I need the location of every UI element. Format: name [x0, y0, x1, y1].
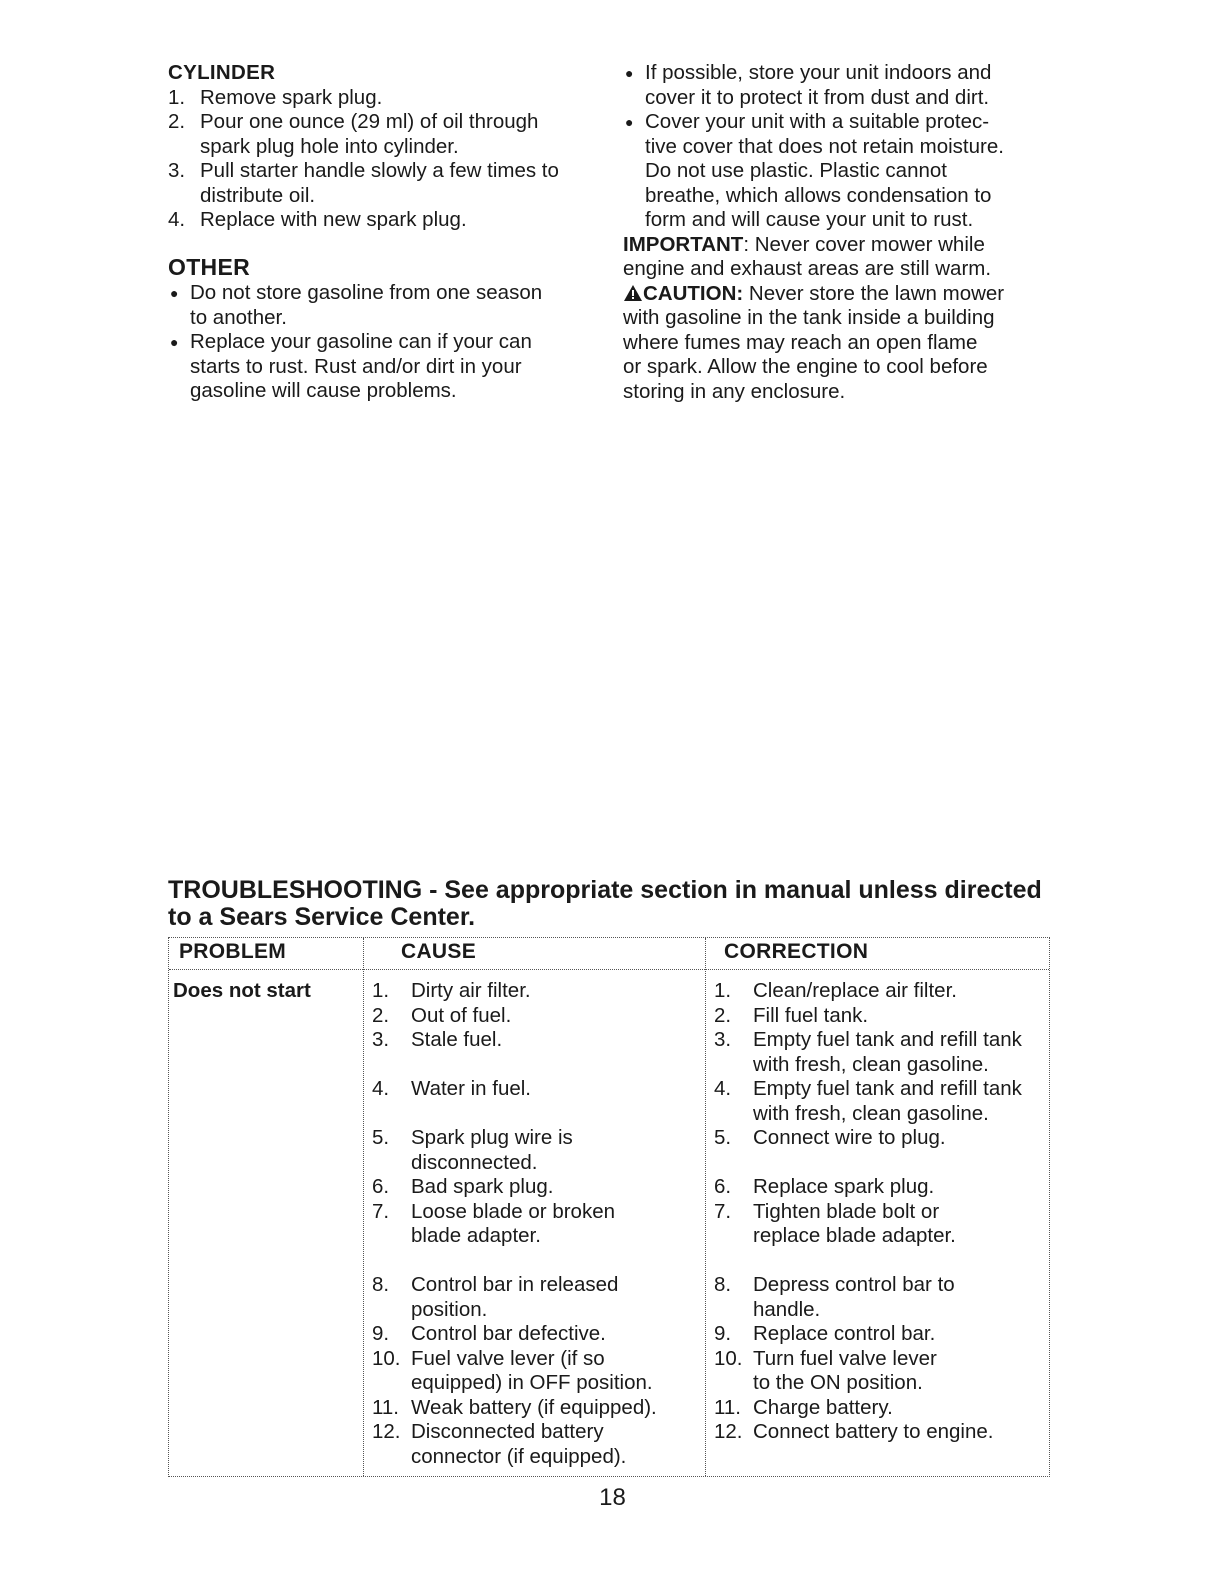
list-item: [168, 86, 598, 111]
item-text-line: Tighten blade bolt or: [753, 1199, 940, 1223]
item-text: [411, 979, 531, 1004]
item-text: [200, 159, 559, 208]
item-number: 3.: [168, 159, 186, 182]
item-text-line: equipped) in OFF position.: [411, 1371, 653, 1394]
table-row: [714, 1396, 1049, 1421]
important-note: [623, 233, 1063, 282]
bullet-text-line: tive cover that does not retain moisture.: [645, 134, 1004, 158]
item-text-line: Control bar defective.: [411, 1322, 606, 1345]
item-text-line: disconnected.: [411, 1150, 538, 1174]
item-text-line: replace blade adapter.: [753, 1224, 956, 1247]
troubleshooting-heading-line-2: to a Sears Service Center.: [168, 903, 476, 931]
item-number: 4.: [168, 208, 186, 231]
table-row: [714, 1077, 1049, 1126]
storage-bullets-list: [623, 61, 1063, 233]
item-text-line: distribute oil.: [200, 183, 316, 207]
item-number: 3.: [714, 1028, 732, 1051]
item-number: 4.: [714, 1077, 732, 1100]
bullet-text-line: form and will cause your unit to rust.: [645, 208, 974, 231]
item-text: [411, 1273, 618, 1322]
table-row: [714, 1420, 1049, 1445]
item-text: [411, 1077, 531, 1102]
item-text: [411, 1200, 615, 1249]
other-bullets-list: [168, 281, 598, 404]
item-text: [200, 110, 538, 159]
troubleshooting-heading: [168, 877, 1068, 931]
bullet-text: [190, 281, 542, 330]
caution-label: CAUTION:: [643, 281, 744, 305]
table-row: [372, 1420, 702, 1469]
item-number: 12.: [714, 1420, 743, 1443]
row-gap: [372, 1249, 702, 1274]
bullet-text-line: Replace your gasoline can if your can: [190, 330, 532, 353]
item-text-line: Stale fuel.: [411, 1028, 503, 1051]
bullet-text-line: Do not use plastic. Plastic cannot: [645, 159, 947, 182]
bullet-text-line: Cover your unit with a suitable protec-: [645, 110, 990, 133]
bullet-text-line: If possible, store your unit indoors and: [645, 61, 992, 84]
caution-line-1: Never store the lawn mower: [743, 281, 1005, 305]
item-text: [411, 1004, 511, 1029]
item-text-line: Fill fuel tank.: [753, 1003, 869, 1027]
item-text-line: handle.: [753, 1297, 821, 1321]
item-text-line: Loose blade or broken: [411, 1199, 616, 1223]
item-text: [753, 1420, 993, 1445]
item-text-line: Out of fuel.: [411, 1003, 512, 1027]
bullet-text-line: Do not store gasoline from one season: [190, 281, 543, 304]
bullet-text: [190, 330, 532, 404]
item-text-line: Depress control bar to: [753, 1273, 955, 1296]
item-number: 1.: [168, 85, 186, 109]
item-number: 8.: [372, 1273, 390, 1296]
item-text: [200, 86, 382, 111]
table-row: [714, 1322, 1049, 1347]
left-column: [168, 61, 598, 404]
item-number: 2.: [372, 1003, 390, 1027]
item-text-line: Bad spark plug.: [411, 1175, 554, 1198]
table-row: [714, 1273, 1049, 1322]
bullet-icon: ●: [170, 334, 179, 350]
item-number: 3.: [372, 1028, 390, 1051]
item-text: [411, 1175, 553, 1200]
item-text-line: Fuel valve lever (if so: [411, 1346, 605, 1370]
item-number: 5.: [372, 1126, 390, 1149]
item-text-line: with fresh, clean gasoline.: [753, 1101, 989, 1125]
troubleshooting-heading-line-1: TROUBLESHOOTING - See appropriate section in manual unless directed: [168, 876, 1042, 904]
item-text-line: Empty fuel tank and refill tank: [753, 1077, 1022, 1100]
item-text: [753, 1175, 934, 1200]
important-label: IMPORTANT: [623, 232, 744, 256]
item-text-line: position.: [411, 1297, 488, 1321]
item-number: 8.: [714, 1273, 732, 1296]
table-row: [714, 1347, 1049, 1396]
table-row: [372, 1273, 702, 1322]
item-text-line: Pour one ounce (29 ml) of oil through: [200, 110, 539, 133]
bullet-icon: ●: [170, 285, 179, 301]
item-text: [411, 1347, 653, 1396]
item-number: 10.: [372, 1346, 401, 1370]
item-text-line: Weak battery (if equipped).: [411, 1395, 657, 1419]
warning-triangle-icon: [623, 284, 643, 302]
table-row: [714, 1126, 1049, 1151]
item-text: [753, 1077, 1022, 1126]
item-text-line: spark plug hole into cylinder.: [200, 134, 459, 158]
table-row: [372, 1028, 702, 1053]
caution-line-3: where fumes may reach an open flame: [623, 330, 978, 354]
bullet-item: [623, 110, 1063, 233]
caution-line-5: storing in any enclosure.: [623, 379, 846, 403]
item-text-line: Turn fuel valve lever: [753, 1346, 937, 1370]
item-number: 2.: [168, 110, 186, 133]
item-number: 6.: [372, 1175, 390, 1198]
bullet-text-line: to another.: [190, 305, 287, 329]
table-row: [714, 1028, 1049, 1077]
table-row: [372, 1396, 702, 1421]
item-text-line: Water in fuel.: [411, 1077, 532, 1100]
header-divider: [169, 969, 1049, 970]
bullet-text-line: cover it to protect it from dust and dirt.: [645, 85, 990, 109]
item-text-line: blade adapter.: [411, 1224, 541, 1247]
item-text-line: Replace with new spark plug.: [200, 208, 467, 231]
item-text-line: with fresh, clean gasoline.: [753, 1052, 989, 1076]
item-text: [753, 1200, 956, 1249]
table-row: [372, 1200, 702, 1249]
table-row: [714, 1004, 1049, 1029]
bullet-item: [623, 61, 1063, 110]
cylinder-heading: CYLINDER: [168, 61, 276, 84]
bullet-item: [168, 330, 598, 404]
column-divider: [363, 938, 364, 1476]
item-text-line: Spark plug wire is: [411, 1126, 573, 1149]
row-gap: [714, 1151, 1049, 1176]
important-line-2: engine and exhaust areas are still warm.: [623, 257, 992, 280]
item-text: [411, 1322, 606, 1347]
item-text: [753, 1273, 955, 1322]
item-text-line: Replace control bar.: [753, 1322, 936, 1345]
item-number: 7.: [372, 1199, 390, 1223]
table-row: [714, 979, 1049, 1004]
other-heading: OTHER: [168, 253, 250, 280]
item-number: 7.: [714, 1199, 732, 1223]
problem-header: PROBLEM: [179, 940, 287, 963]
item-text: [200, 208, 467, 233]
troubleshooting-table: [168, 937, 1050, 1477]
item-number: 9.: [714, 1322, 732, 1345]
item-text-line: Replace spark plug.: [753, 1175, 935, 1198]
row-gap: [372, 1053, 702, 1078]
table-row: [714, 1175, 1049, 1200]
caution-line-4: or spark. Allow the engine to cool before: [623, 355, 988, 378]
important-line-1: : Never cover mower while: [743, 232, 985, 256]
table-row: [372, 1004, 702, 1029]
page-number: 18: [599, 1484, 626, 1511]
problem-cell: Does not start: [173, 979, 311, 1002]
item-text: [753, 1322, 935, 1347]
item-text-line: to the ON position.: [753, 1371, 923, 1394]
item-text: [411, 1396, 657, 1421]
table-row: [372, 1347, 702, 1396]
item-text: [753, 1028, 1022, 1077]
item-text-line: Disconnected battery: [411, 1420, 604, 1443]
caution-note: [623, 282, 1063, 405]
item-text-line: Dirty air filter.: [411, 979, 531, 1002]
item-text: [753, 1004, 868, 1029]
row-gap: [714, 1249, 1049, 1274]
item-text: [411, 1126, 573, 1175]
item-number: 10.: [714, 1346, 743, 1370]
item-text: [411, 1420, 626, 1469]
item-text-line: Clean/replace air filter.: [753, 979, 957, 1002]
item-text: [753, 1347, 937, 1396]
item-text-line: connector (if equipped).: [411, 1444, 627, 1468]
item-text-line: Charge battery.: [753, 1395, 893, 1419]
bullet-icon: ●: [625, 65, 634, 81]
bullet-text: [645, 110, 1004, 233]
row-gap: [372, 1102, 702, 1127]
item-number: 11.: [372, 1395, 399, 1419]
bullet-item: [168, 281, 598, 330]
cause-cell: [372, 979, 702, 1469]
table-row: [372, 1175, 702, 1200]
correction-cell: [714, 979, 1049, 1445]
item-text-line: Connect battery to engine.: [753, 1420, 994, 1443]
item-number: 11.: [714, 1395, 741, 1419]
item-number: 1.: [714, 979, 732, 1002]
right-column: [623, 61, 1063, 404]
bullet-text-line: gasoline will cause problems.: [190, 379, 457, 402]
table-row: [714, 1200, 1049, 1249]
bullet-text: [645, 61, 991, 110]
list-item: [168, 110, 598, 159]
item-number: 5.: [714, 1126, 732, 1149]
table-row: [372, 1077, 702, 1102]
item-text-line: Pull starter handle slowly a few times to: [200, 159, 559, 182]
list-item: [168, 208, 598, 233]
caution-line-2: with gasoline in the tank inside a building: [623, 306, 995, 329]
bullet-text-line: breathe, which allows condensation to: [645, 183, 992, 207]
cylinder-steps-list: [168, 86, 598, 233]
column-divider: [705, 938, 706, 1476]
item-text: [753, 979, 957, 1004]
item-text: [411, 1028, 502, 1053]
item-text-line: Empty fuel tank and refill tank: [753, 1028, 1022, 1051]
item-number: 6.: [714, 1175, 732, 1198]
bullet-icon: ●: [625, 114, 634, 130]
item-text: [753, 1396, 893, 1421]
item-text-line: Connect wire to plug.: [753, 1126, 946, 1149]
item-number: 1.: [372, 979, 390, 1002]
item-number: 9.: [372, 1322, 390, 1345]
item-number: 4.: [372, 1077, 390, 1100]
cause-header: CAUSE: [401, 940, 477, 963]
table-row: [372, 1322, 702, 1347]
table-row: [372, 979, 702, 1004]
item-number: 2.: [714, 1003, 732, 1027]
item-text-line: Control bar in released: [411, 1273, 619, 1296]
list-item: [168, 159, 598, 208]
item-text-line: Remove spark plug.: [200, 85, 383, 109]
item-number: 12.: [372, 1420, 401, 1443]
correction-header: CORRECTION: [724, 940, 869, 963]
bullet-text-line: starts to rust. Rust and/or dirt in your: [190, 354, 522, 378]
item-text: [753, 1126, 946, 1151]
table-row: [372, 1126, 702, 1175]
